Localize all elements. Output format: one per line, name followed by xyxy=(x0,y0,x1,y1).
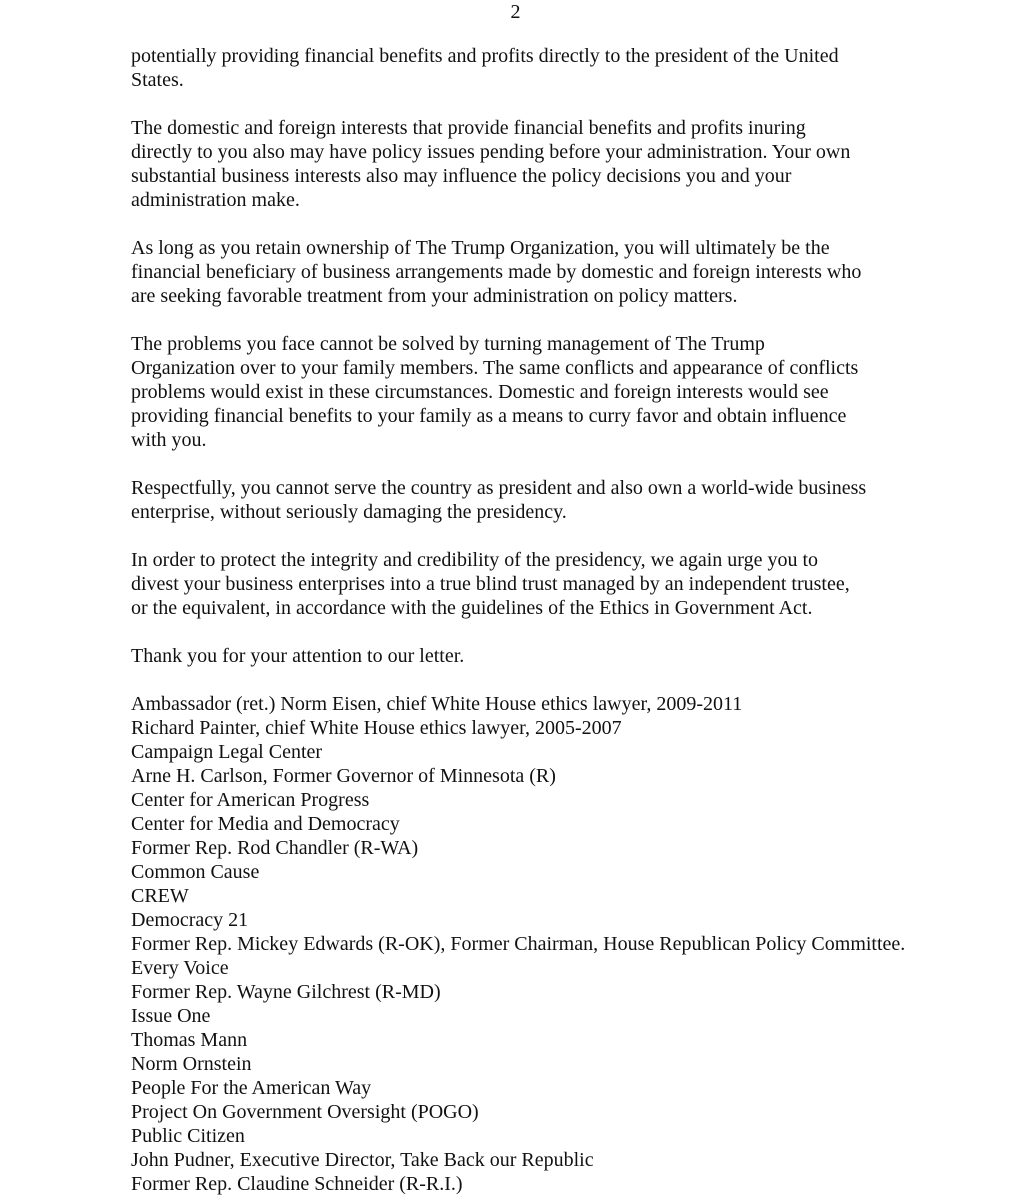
text-line: divest your business enterprises into a true blind trust managed by an independent trustee, xyxy=(131,573,850,595)
signatory: Center for American Progress xyxy=(131,789,370,811)
signatory: Norm Ornstein xyxy=(131,1053,252,1075)
signatory: Ambassador (ret.) Norm Eisen, chief White House ethics lawyer, 2009-2011 xyxy=(131,693,743,715)
signatory: Former Rep. Wayne Gilchrest (R-MD) xyxy=(131,981,441,1003)
signatory: Former Rep. Mickey Edwards (R-OK), Former Chairman, House Republican Policy Committee. xyxy=(131,933,906,955)
signatory: John Pudner, Executive Director, Take Back our Republic xyxy=(131,1149,594,1171)
signatory: CREW xyxy=(131,885,189,907)
paragraph xyxy=(131,116,1001,212)
text-line: substantial business interests also may influence the policy decisions you and your xyxy=(131,165,792,187)
signatory: Public Citizen xyxy=(131,1125,245,1147)
paragraph xyxy=(131,476,1001,524)
paragraph xyxy=(131,548,1001,620)
signatory: Richard Painter, chief White House ethics lawyer, 2005-2007 xyxy=(131,717,622,739)
signatory: People For the American Way xyxy=(131,1077,372,1099)
signatory: Arne H. Carlson, Former Governor of Minnesota (R) xyxy=(131,765,556,787)
closing-paragraph xyxy=(131,644,1001,668)
paragraph xyxy=(131,236,1001,308)
text-line: The domestic and foreign interests that provide financial benefits and profits inuring xyxy=(131,117,806,139)
text-line: potentially providing financial benefits and profits directly to the president of the United xyxy=(131,45,839,67)
text-line: Organization over to your family members. The same conflicts and appearance of conflicts xyxy=(131,357,859,379)
text-line: providing financial benefits to your family as a means to curry favor and obtain influence xyxy=(131,405,847,427)
text-line: Thank you for your attention to our letter. xyxy=(131,645,465,667)
text-line: Respectfully, you cannot serve the country as president and also own a world-wide business xyxy=(131,477,867,499)
signatory: Issue One xyxy=(131,1005,211,1027)
text-line: are seeking favorable treatment from your administration on policy matters. xyxy=(131,285,738,307)
signatory: Democracy 21 xyxy=(131,909,249,931)
text-line: financial beneficiary of business arrangements made by domestic and foreign interests who xyxy=(131,261,862,283)
text-line: or the equivalent, in accordance with the guidelines of the Ethics in Government Act. xyxy=(131,597,813,619)
signatory-list xyxy=(131,692,1001,1196)
signatory: Former Rep. Rod Chandler (R-WA) xyxy=(131,837,419,859)
signatory: Common Cause xyxy=(131,861,260,883)
signatory: Project On Government Oversight (POGO) xyxy=(131,1101,479,1123)
text-line: problems would exist in these circumstances. Domestic and foreign interests would see xyxy=(131,381,829,403)
signatory: Thomas Mann xyxy=(131,1029,248,1051)
text-line: In order to protect the integrity and credibility of the presidency, we again urge you to xyxy=(131,549,819,571)
paragraph xyxy=(131,44,1001,92)
letter-body xyxy=(131,44,1001,1196)
text-line: States. xyxy=(131,69,184,91)
text-line: enterprise, without seriously damaging the presidency. xyxy=(131,501,567,523)
text-line: As long as you retain ownership of The Trump Organization, you will ultimately be the xyxy=(131,237,830,259)
text-line: The problems you face cannot be solved by turning management of The Trump xyxy=(131,333,765,355)
text-line: directly to you also may have policy issues pending before your administration. Your own xyxy=(131,141,851,163)
text-line: with you. xyxy=(131,429,207,451)
signatory: Campaign Legal Center xyxy=(131,741,323,763)
signatory: Every Voice xyxy=(131,957,229,979)
text-line: administration make. xyxy=(131,189,300,211)
paragraph xyxy=(131,332,1001,452)
page-number: 2 xyxy=(510,1,521,23)
signatory: Former Rep. Claudine Schneider (R-R.I.) xyxy=(131,1173,463,1195)
signatory: Center for Media and Democracy xyxy=(131,813,400,835)
